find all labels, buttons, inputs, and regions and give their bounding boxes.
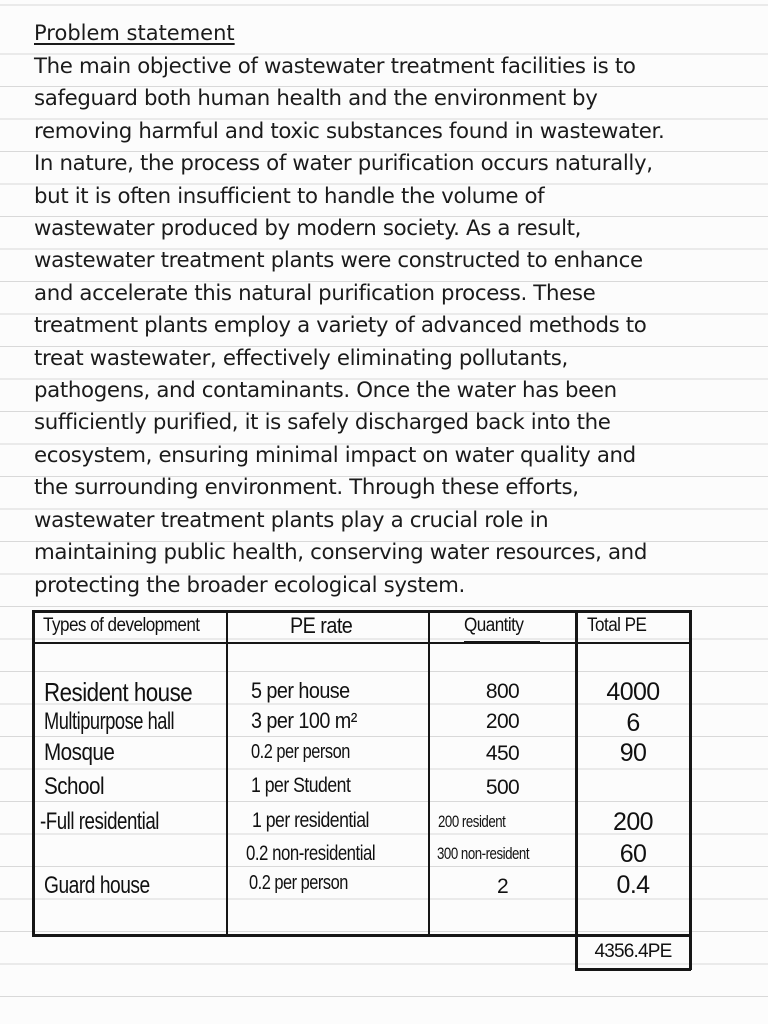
dev-type-resident-house: Resident house	[44, 677, 193, 707]
problem-statement-heading: Problem statement	[34, 21, 235, 45]
table-col-divider	[226, 610, 228, 936]
total-pe-mosque: 90	[619, 739, 647, 767]
paragraph-line: the surrounding environment. Through these efforts,	[34, 475, 579, 501]
table-col-divider	[575, 610, 578, 970]
paragraph-line: treatment plants employ a variety of advanced methods to	[34, 313, 647, 339]
total-pe-non-residential: 60	[619, 840, 647, 868]
pe-rate-school: 1 per Student	[251, 774, 351, 797]
quantity-underline	[464, 641, 540, 642]
paragraph-line: treat wastewater, effectively eliminating pollutants,	[34, 345, 568, 371]
header-types-of-development: Types of development	[43, 615, 200, 636]
header-pe-rate: PE rate	[290, 613, 353, 638]
table-border-left	[32, 610, 35, 936]
paragraph-line: maintaining public health, conserving water resources, and	[34, 540, 647, 566]
header-quantity: Quantity	[464, 615, 524, 636]
table-border-right	[689, 610, 692, 970]
table-header-rule	[32, 642, 692, 644]
quantity-mosque: 450	[485, 742, 520, 765]
paragraph-line: The main objective of wastewater treatment facilities is to	[34, 54, 636, 79]
grand-total-pe: 4356.4PE	[594, 941, 672, 962]
paragraph-line: and accelerate this natural purification process. These	[34, 280, 596, 306]
pe-rate-full-residential: 1 per residential	[252, 809, 369, 832]
table-border-bottom	[32, 934, 692, 937]
paragraph-line: removing harmful and toxic substances found in wastewater.	[34, 118, 665, 144]
paragraph-line: pathogens, and contaminants. Once the water has been	[34, 378, 617, 404]
header-total-pe: Total PE	[587, 615, 647, 636]
quantity-full-residential: 200 resident	[438, 812, 506, 831]
quantity-guard-house: 2	[496, 875, 509, 898]
total-box-bottom	[575, 968, 691, 971]
paragraph-line: protecting the broader ecological system.	[34, 572, 465, 598]
dev-type-multipurpose-hall: Multipurpose hall	[44, 708, 175, 735]
pe-rate-resident-house: 5 per house	[251, 678, 350, 703]
pe-rate-mosque: 0.2 per person	[251, 741, 350, 763]
paragraph-line: ecosystem, ensuring minimal impact on water quality and	[34, 442, 636, 468]
dev-type-school: School	[44, 773, 105, 800]
pe-rate-non-residential: 0.2 non-residential	[246, 842, 376, 865]
total-pe-resident-house: 4000	[606, 678, 660, 706]
dev-type-guard-house: Guard house	[44, 872, 150, 899]
pe-rate-guard-house: 0.2 per person	[249, 872, 348, 894]
paragraph-line: wastewater treatment plants were constructed to enhance	[34, 248, 643, 274]
quantity-non-resident: 300 non-resident	[437, 844, 530, 863]
paragraph-line: but it is often insufficient to handle the volume of	[34, 183, 545, 209]
paragraph-line: wastewater produced by modern society. As a result,	[34, 216, 582, 242]
paragraph-line: wastewater treatment plants play a crucial role in	[34, 507, 549, 533]
quantity-school: 500	[485, 776, 520, 799]
paragraph-line: sufficiently purified, it is safely discharged back into the	[34, 410, 611, 436]
problem-statement-paragraph	[34, 51, 754, 602]
table-border-top	[32, 610, 692, 613]
quantity-resident-house: 800	[485, 680, 520, 703]
total-pe-multipurpose-hall: 6	[626, 709, 640, 737]
total-pe-full-residential: 200	[613, 808, 653, 836]
paragraph-line: In nature, the process of water purification occurs naturally,	[34, 151, 653, 177]
total-pe-guard-house: 0.4	[616, 871, 650, 899]
quantity-multipurpose-hall: 200	[485, 710, 520, 733]
dev-type-full-residential: -Full residential	[40, 808, 159, 835]
dev-type-mosque: Mosque	[44, 739, 115, 766]
paragraph-line: safeguard both human health and the environment by	[34, 86, 598, 112]
pe-rate-multipurpose-hall: 3 per 100 m²	[251, 708, 357, 733]
